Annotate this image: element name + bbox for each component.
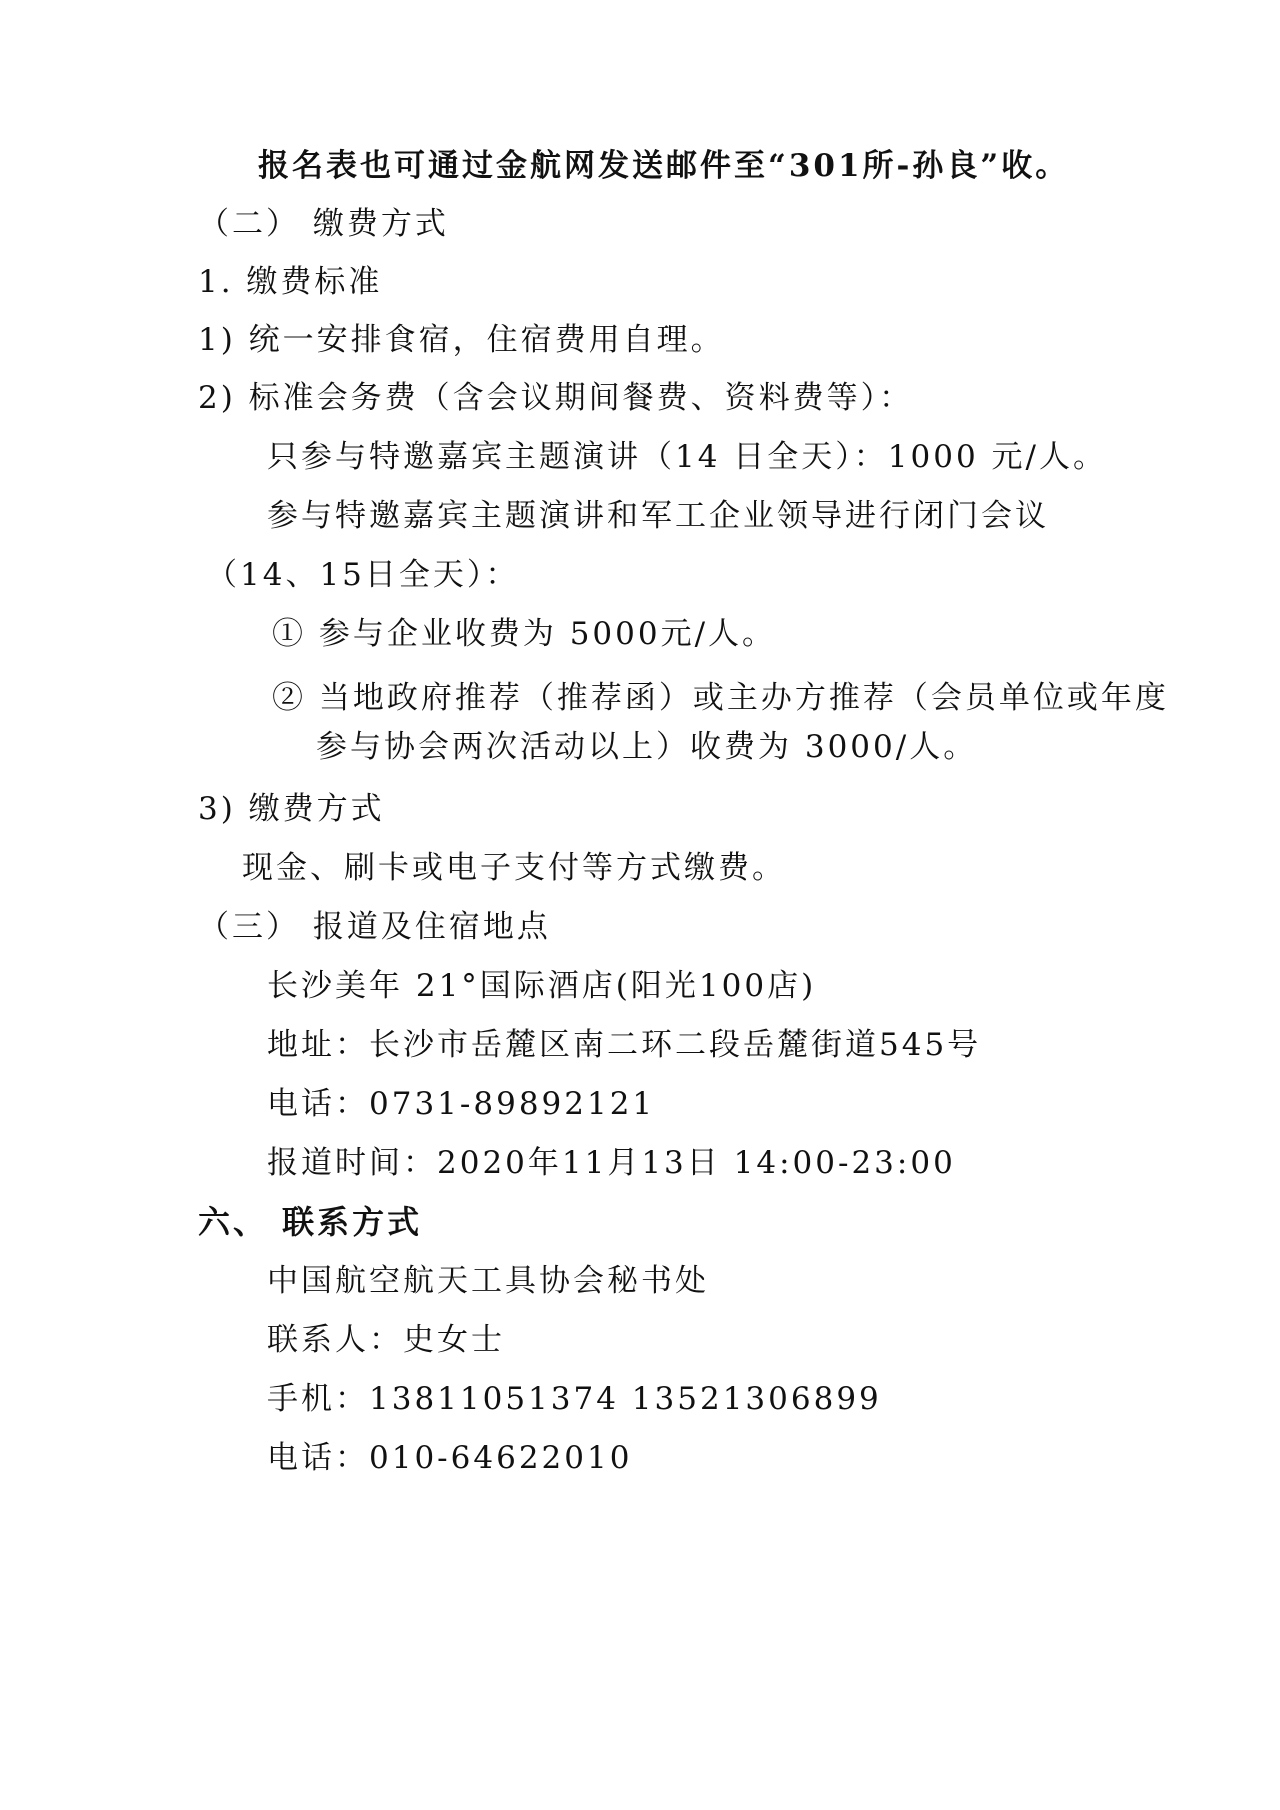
- fee-item-payment-method: 3) 缴费方式: [198, 791, 385, 827]
- fee-item-accommodation: 1) 统一安排食宿，住宿费用自理。: [198, 322, 725, 358]
- payment-methods: 现金、刷卡或电子支付等方式缴费。: [242, 850, 786, 886]
- fee-keynote-only: 只参与特邀嘉宾主题演讲（14 日全天）：1000 元/人。: [267, 439, 1107, 475]
- check-in-time: 报道时间：2020年11月13日 14:00-23:00: [267, 1145, 956, 1181]
- fee-keynote-and-closed-meeting: 参与特邀嘉宾主题演讲和军工企业领导进行闭门会议: [267, 498, 1049, 534]
- registration-email-note: 报名表也可通过金航网发送邮件至“301所-孙良”收。: [258, 148, 1070, 184]
- section-heading-venue: （三） 报道及住宿地点: [198, 909, 551, 945]
- fee-recommended-line2: 参与协会两次活动以上）收费为 3000/人。: [316, 729, 978, 765]
- hotel-phone: 电话：0731-89892121: [267, 1086, 656, 1122]
- fee-closed-meeting-dates: （14、15日全天）：: [206, 557, 520, 593]
- fee-recommended-line1: ② 当地政府推荐（推荐函）或主办方推荐（会员单位或年度: [272, 680, 1169, 716]
- contact-mobile: 手机：13811051374 13521306899: [267, 1381, 882, 1417]
- section-heading-contact: 六、 联系方式: [198, 1203, 423, 1241]
- subheading-fee-standard: 1. 缴费标准: [198, 264, 383, 300]
- contact-organization: 中国航空航天工具协会秘书处: [267, 1263, 709, 1299]
- contact-phone: 电话：010-64622010: [267, 1440, 633, 1476]
- hotel-name: 长沙美年 21°国际酒店(阳光100店): [267, 968, 817, 1004]
- section-heading-payment: （二） 缴费方式: [198, 206, 449, 242]
- hotel-address: 地址：长沙市岳麓区南二环二段岳麓街道545号: [267, 1027, 982, 1063]
- fee-enterprise: ① 参与企业收费为 5000元/人。: [272, 616, 777, 652]
- fee-item-standard-fee: 2) 标准会务费（含会议期间餐费、资料费等）：: [198, 380, 914, 416]
- contact-person: 联系人：史女士: [267, 1322, 505, 1358]
